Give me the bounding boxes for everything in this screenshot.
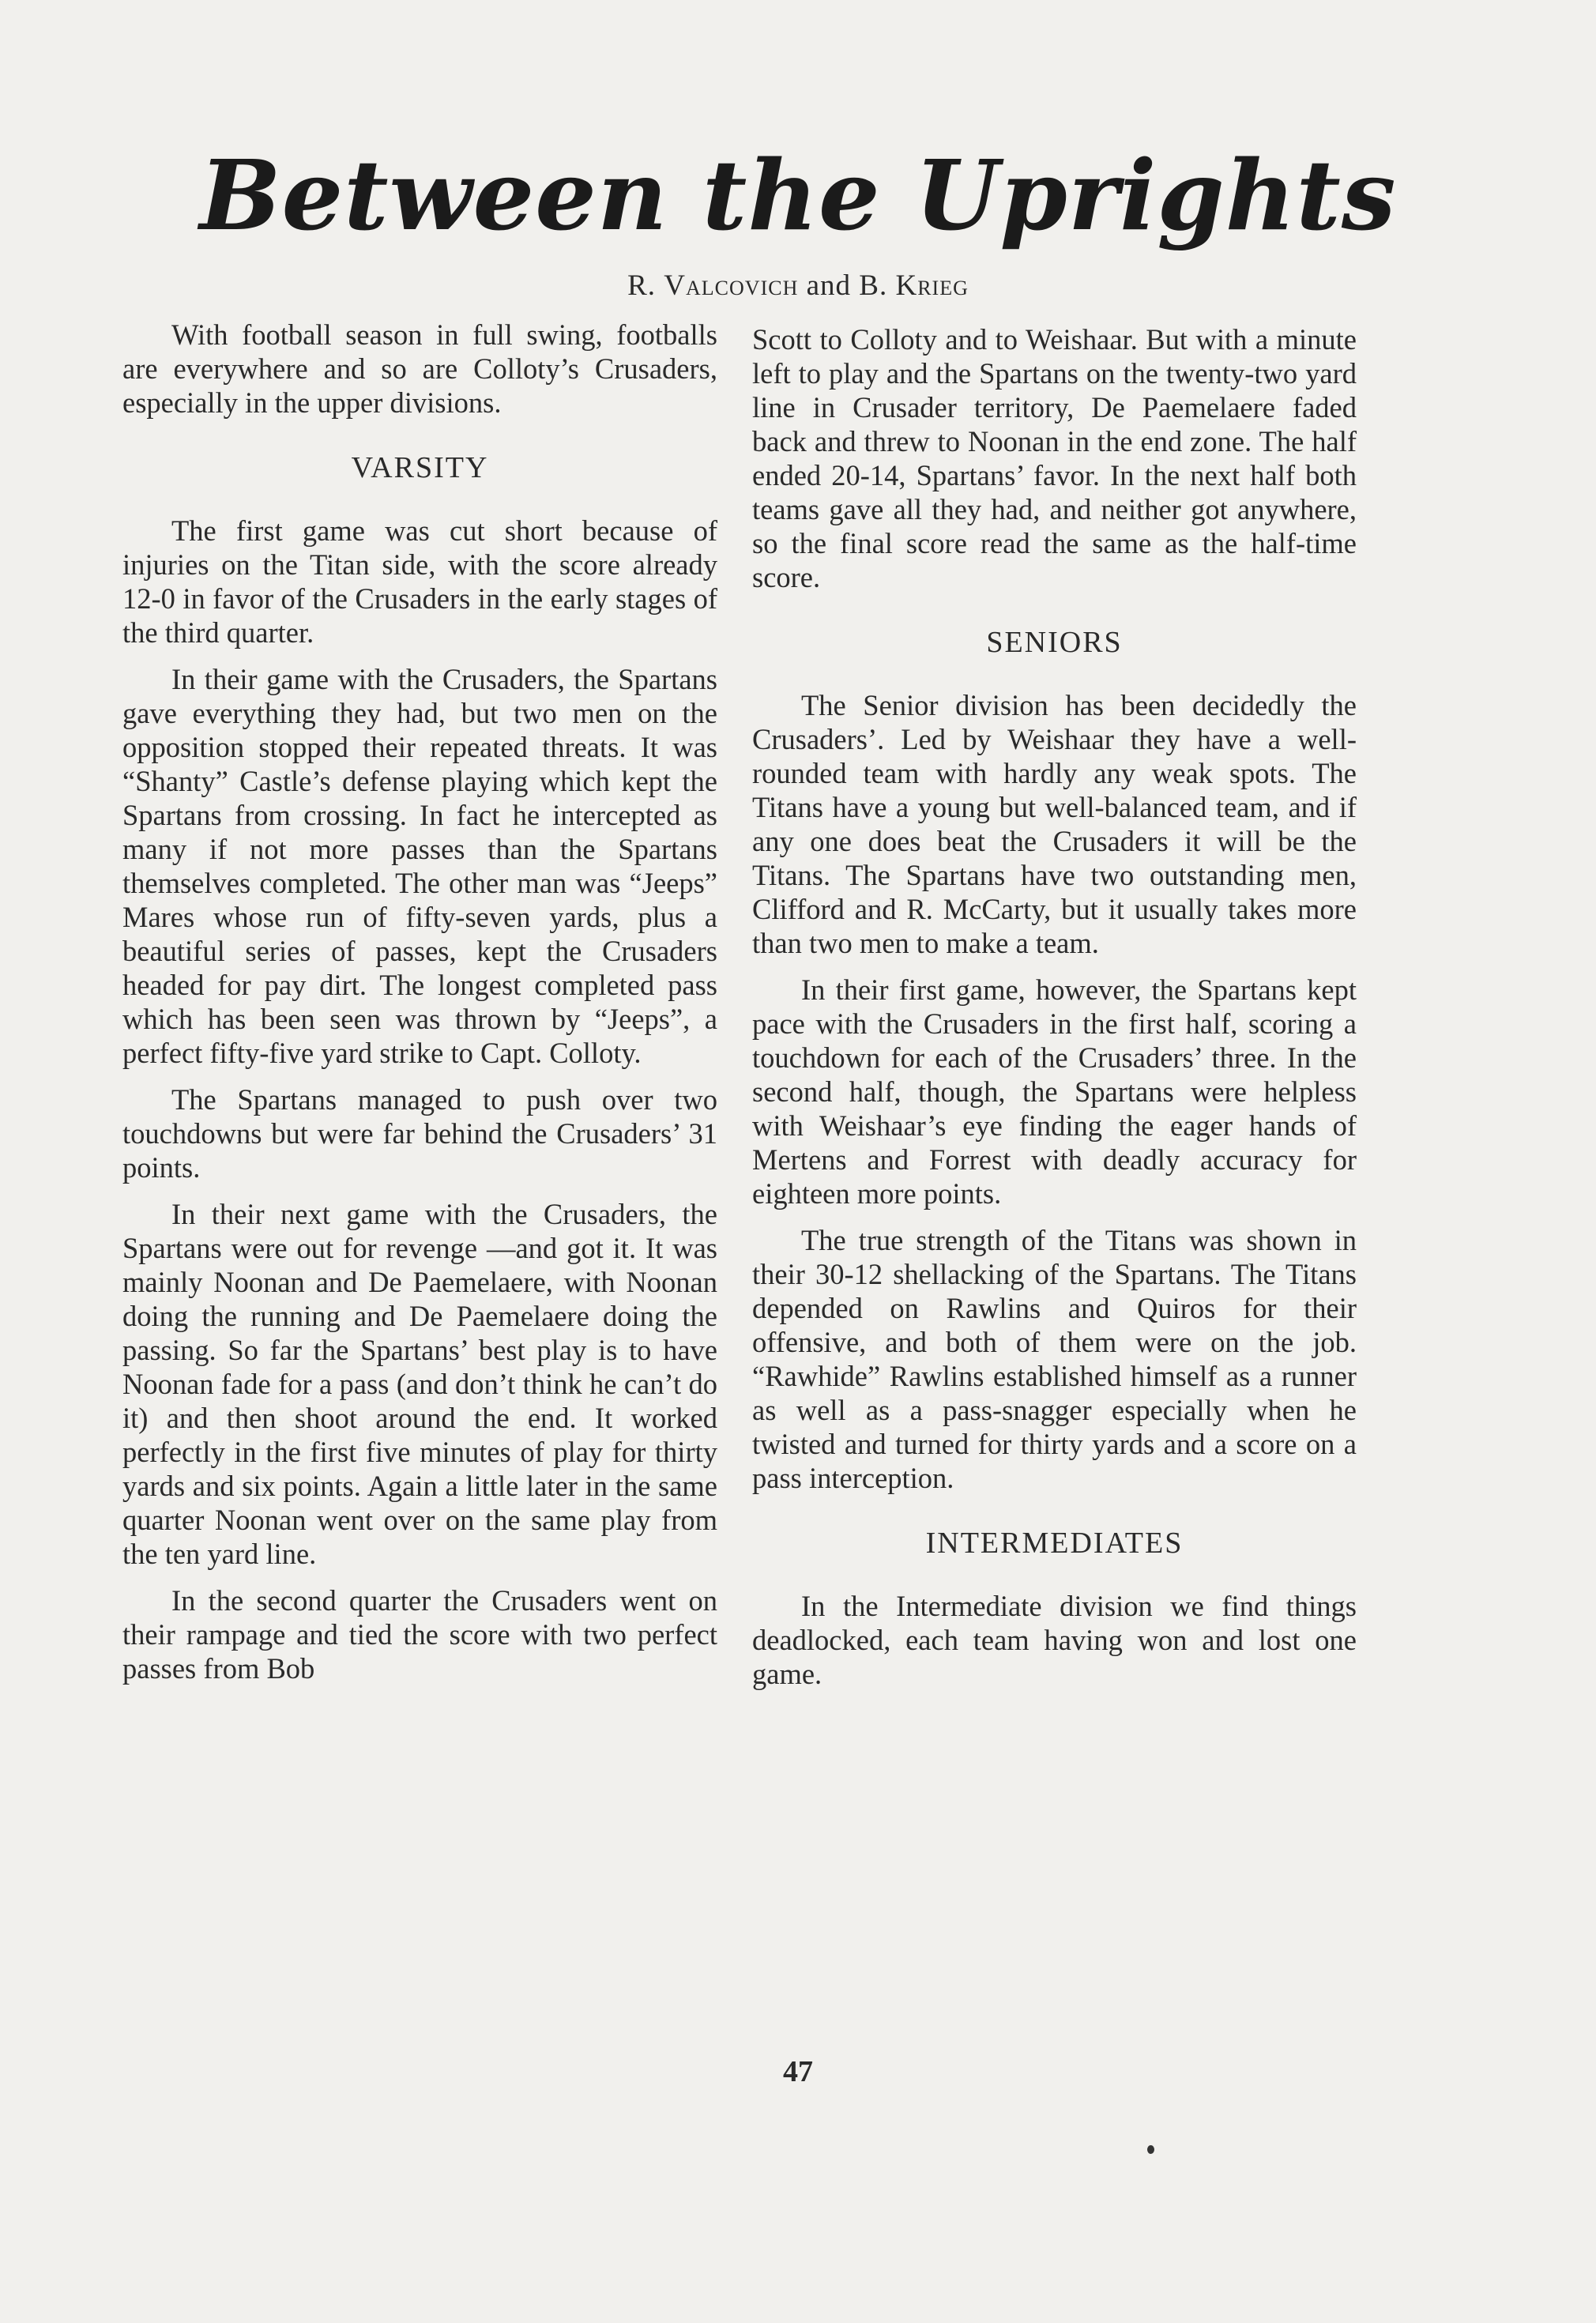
right-column — [752, 322, 1357, 1704]
varsity-paragraph-2: In their game with the Crusaders, the Spartans gave everything they had, but two men on the opposition stopped their repeated threats. It was “Shanty” Castle’s defense playing which kept the Spartans from crossing. In fact he intercepted as many if not more passes than the Spartans themselves completed. The other man was “Jeeps” Mares whose run of fifty-seven yards, plus a beautiful series of passes, kept the Crusaders headed for pay dirt. The longest completed pass which has been seen was thrown by “Jeeps”, a perfect fifty-five yard strike to Capt. Colloty. — [122, 663, 717, 1069]
seniors-heading: SENIORS — [986, 626, 1123, 659]
varsity-paragraph-3: The Spartans managed to push over two touchdowns but were far behind the Crusaders’ 31 points. — [122, 1083, 717, 1184]
intermediates-paragraph-1: In the Intermediate division we find things deadlocked, each team having won and lost one game. — [752, 1590, 1357, 1690]
varsity-paragraph-5: In the second quarter the Crusaders went on their rampage and tied the score with two perfect passes from Bob — [122, 1584, 717, 1685]
byline — [0, 269, 1596, 303]
varsity-heading: VARSITY — [351, 451, 489, 484]
intro-paragraph: With football season in full swing, footballs are everywhere and so are Colloty’s Crusaders, especially in the upper divisions. — [122, 318, 717, 419]
author1-initial: R. — [627, 269, 664, 302]
author2-name: Krieg — [895, 269, 969, 302]
article-title: Between the Uprights — [199, 138, 1397, 252]
page-number: 47 — [783, 2055, 813, 2088]
print-speck — [1147, 2145, 1154, 2154]
left-column — [122, 318, 717, 1698]
author1-name: Valcovich — [664, 269, 799, 302]
byline-connector: and — [798, 269, 860, 302]
varsity-paragraph-1: The first game was cut short because of injuries on the Titan side, with the score already 12-0 in favor of the Crusaders in the early stages of the third quarter. — [122, 514, 717, 649]
seniors-paragraph-3: The true strength of the Titans was shown in their 30-12 shellacking of the Spartans. The Titans depended on Rawlins and Quiros for their offensive, and both of them were on the job. “Rawhide” Rawlins established himself as a runner as well as a pass-snagger especially when he twisted and turned for thirty yards and a score on a pass interception. — [752, 1224, 1357, 1494]
intermediates-heading: INTERMEDIATES — [925, 1527, 1184, 1560]
author2-initial: B. — [859, 269, 896, 302]
varsity-paragraph-5-continued: Scott to Colloty and to Weishaar. But with a minute left to play and the Spartans on the twenty-two yard line in Crusader territory, De Paemelaere faded back and threw to Noonan in the end zone. The half ended 20-14, Spartans’ favor. In the next half both teams gave all they had, and neither got anywhere, so the final score read the same as the half-time score. — [752, 323, 1357, 593]
seniors-paragraph-2: In their first game, however, the Spartans kept pace with the Crusaders in the first half, scoring a touchdown for each of the Crusaders’ three. In the second half, though, the Spartans were helpless with Weishaar’s eye finding the eager hands of Mertens and Forrest with deadly accuracy for eighteen more points. — [752, 973, 1357, 1210]
seniors-paragraph-1: The Senior division has been decidedly the Crusaders’. Led by Weishaar they have a well-rounded team with hardly any weak spots. The Titans have a young but well-balanced team, and if any one does beat the Crusaders it will be the Titans. The Spartans have two outstanding men, Clifford and R. McCarty, but it usually takes more than two men to make a team. — [752, 689, 1357, 959]
varsity-paragraph-4: In their next game with the Crusaders, the Spartans were out for revenge —and got it. It was mainly Noonan and De Paemelaere, with Noonan doing the running and De Paemelaere doing the passing. So far the Spartans’ best play is to have Noonan fade for a pass (and don’t think he can’t do it) and then shoot around the end. It worked perfectly in the first five minutes of play for thirty yards and six points. Again a little later in the same quarter Noonan went over on the same play from the ten yard line. — [122, 1198, 717, 1570]
